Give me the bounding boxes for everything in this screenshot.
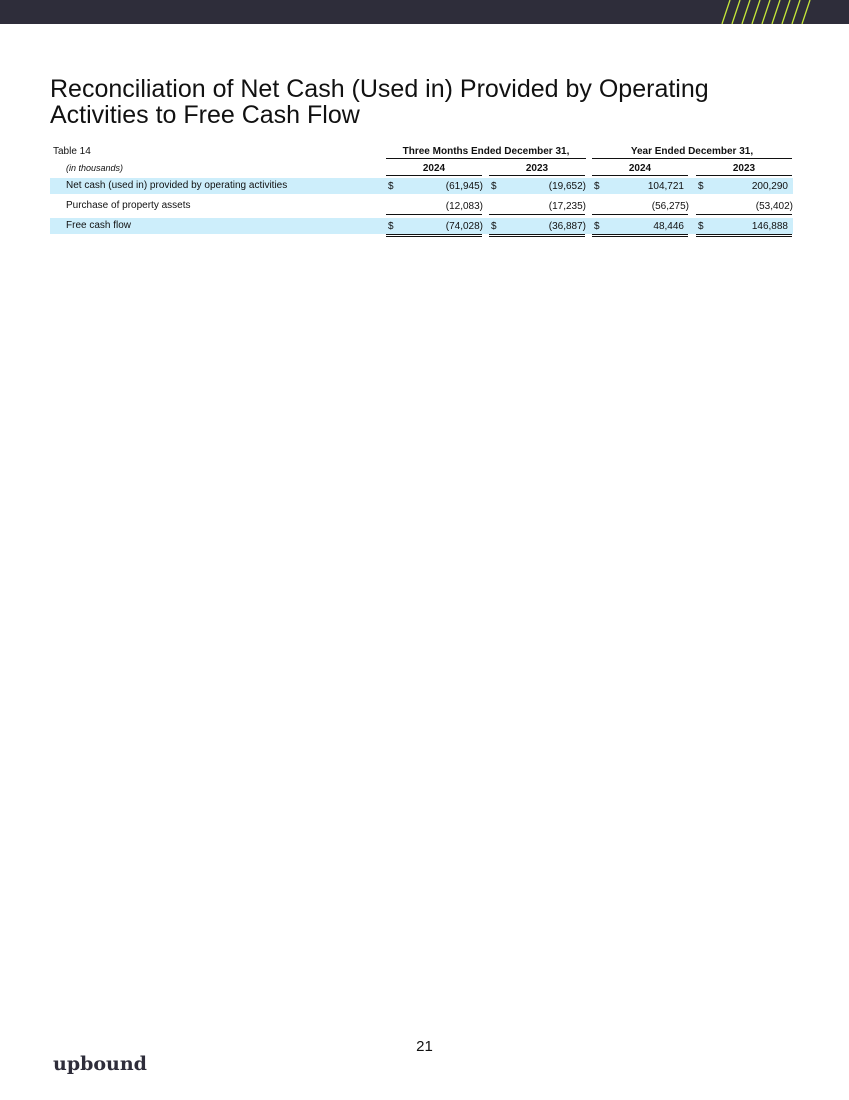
row-label: Purchase of property assets — [66, 200, 191, 211]
cell-value: (61,945) — [445, 181, 483, 192]
stripes-decoration — [716, 0, 816, 24]
page-title: Reconciliation of Net Cash (Used in) Provided by Operating Activities to Free Cash Flow — [50, 75, 709, 129]
total-double-underline — [386, 236, 482, 237]
currency-symbol: $ — [491, 221, 497, 232]
year-underline — [489, 175, 585, 176]
brand-logo: upbound — [53, 1053, 147, 1075]
subtotal-underline — [696, 214, 792, 215]
total-double-underline — [386, 234, 482, 235]
cell-value: 200,290 — [751, 181, 788, 192]
unit-note: (in thousands) — [66, 163, 124, 173]
cell-value: (56,275) — [651, 201, 689, 212]
cell-value: (36,887) — [548, 221, 586, 232]
year-header: 2024 — [628, 163, 652, 174]
total-double-underline — [696, 234, 792, 235]
year-header: 2023 — [732, 163, 756, 174]
table-label: Table 14 — [53, 146, 91, 157]
cell-value: (17,235) — [548, 201, 586, 212]
currency-symbol: $ — [594, 181, 600, 192]
year-underline — [592, 175, 688, 176]
year-underline — [386, 175, 482, 176]
cell-value: (74,028) — [445, 221, 483, 232]
group-header-quarter: Three Months Ended December 31, — [402, 146, 570, 157]
table-row-total — [50, 218, 793, 234]
group-underline-year — [592, 158, 792, 159]
table-header-groups — [50, 144, 793, 160]
table-row — [50, 178, 793, 194]
total-double-underline — [592, 236, 688, 237]
cell-value: 146,888 — [751, 221, 788, 232]
year-header: 2024 — [422, 163, 446, 174]
cell-value: (53,402) — [755, 201, 793, 212]
top-banner — [0, 0, 849, 24]
currency-symbol: $ — [491, 181, 497, 192]
subtotal-underline — [592, 214, 688, 215]
group-underline-quarter — [386, 158, 586, 159]
group-header-year: Year Ended December 31, — [630, 146, 754, 157]
table-header-years — [50, 160, 793, 176]
currency-symbol: $ — [388, 181, 394, 192]
currency-symbol: $ — [388, 221, 394, 232]
total-double-underline — [489, 236, 585, 237]
cell-value: 104,721 — [647, 181, 684, 192]
total-double-underline — [489, 234, 585, 235]
total-double-underline — [696, 236, 792, 237]
year-header: 2023 — [525, 163, 549, 174]
row-label: Net cash (used in) provided by operating activities — [66, 180, 288, 191]
currency-symbol: $ — [698, 221, 704, 232]
subtotal-underline — [489, 214, 585, 215]
page-number: 21 — [416, 1038, 433, 1055]
total-double-underline — [592, 234, 688, 235]
row-label: Free cash flow — [66, 220, 132, 231]
currency-symbol: $ — [594, 221, 600, 232]
subtotal-underline — [386, 214, 482, 215]
cell-value: 48,446 — [653, 221, 684, 232]
currency-symbol: $ — [698, 181, 704, 192]
table-row — [50, 198, 793, 214]
cell-value: (19,652) — [548, 181, 586, 192]
free-cash-flow-table — [50, 144, 793, 234]
year-underline — [696, 175, 792, 176]
cell-value: (12,083) — [445, 201, 483, 212]
